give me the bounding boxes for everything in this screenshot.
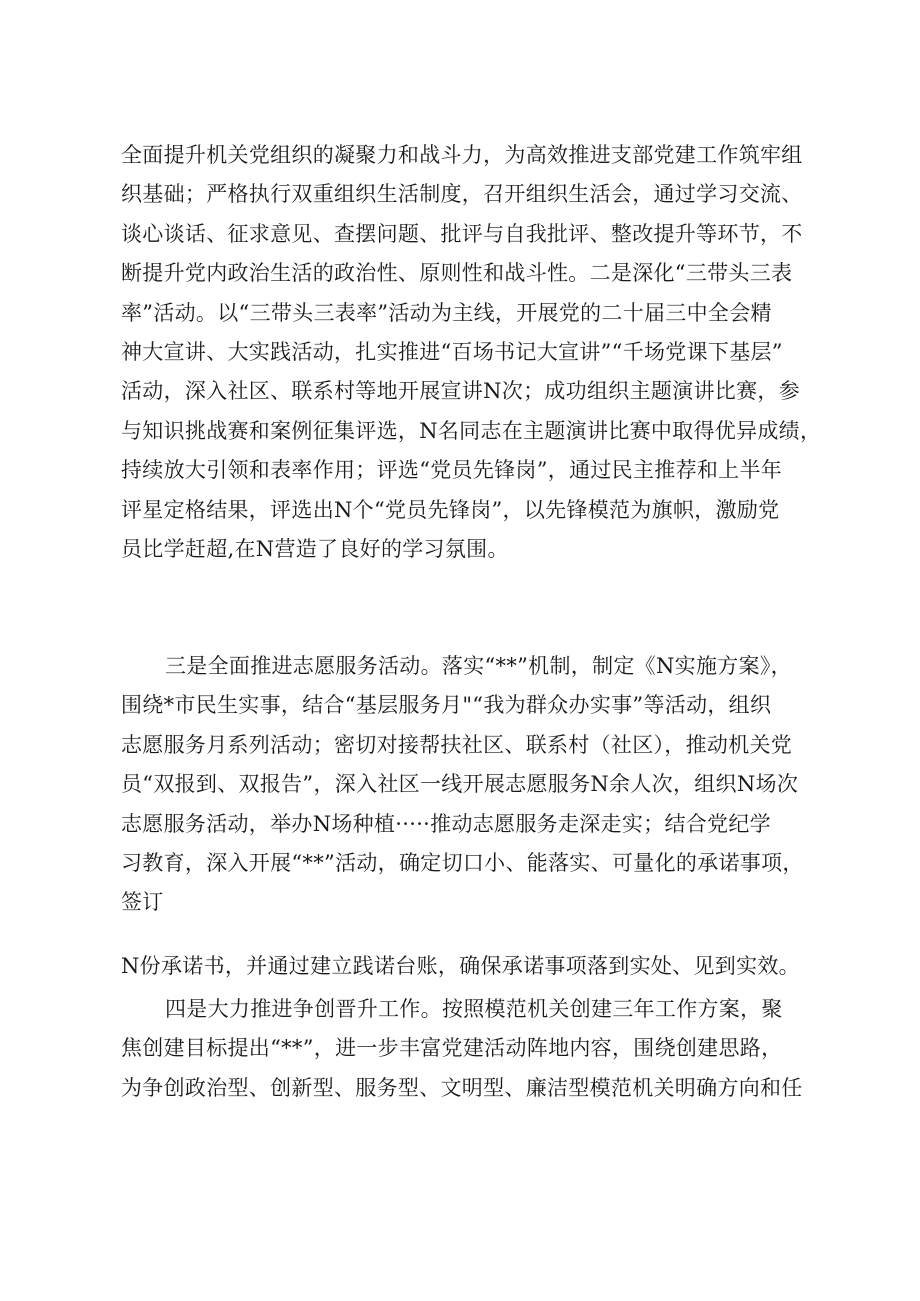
paragraph-model-agency	[121, 990, 821, 1108]
text-line: 与知识挑战赛和案例征集评选，N名同志在主题演讲比赛中取得优异成绩，	[121, 418, 822, 443]
text-line: 为争创政治型、创新型、服务型、文明型、廉洁型模范机关明确方向和任	[121, 1075, 803, 1100]
paragraph-volunteer-service	[121, 647, 821, 923]
text-line: 持续放大引领和表率作用；评选“党员先锋岗”，通过民主推荐和上半年	[121, 458, 783, 483]
text-line: 全面提升机关党组织的凝聚力和战斗力，为高效推进支部党建工作筑牢组	[121, 143, 803, 167]
text-line: 三是全面推进志愿服务活动。落实“**”机制，制定《N实施方案》，	[165, 654, 792, 678]
paragraph-party-organization	[121, 136, 821, 569]
text-line: N份承诺书，并通过建立践诺台账，确保承诺事项落到实处、见到实效。	[121, 954, 800, 978]
paragraph-volunteer-tail	[121, 947, 821, 986]
text-line: 四是大力推进争创晋升工作。按照模范机关创建三年工作方案，聚	[165, 997, 783, 1021]
text-line: 员比学赶超,在N营造了良好的学习氛围。	[121, 536, 509, 561]
text-line: 习教育，深入开展“**”活动，确定切口小、能落实、可量化的承诺事项，	[121, 850, 804, 875]
text-line: 志愿服务活动，举办N场种植·····推动志愿服务走深走实；结合党纪学	[121, 811, 771, 836]
text-line: 活动，深入社区、联系村等地开展宣讲N次；成功组织主题演讲比赛，参	[121, 379, 800, 404]
text-line: 围绕*市民生实事，结合“基层服务月"“我为群众办实事”等活动，组织	[121, 693, 772, 718]
text-line: 志愿服务月系列活动；密切对接帮扶社区、联系村（社区），推动机关党	[121, 732, 793, 757]
text-line: 签订	[121, 890, 164, 915]
text-line: 率”活动。以“三带头三表率”活动为主线，开展党的二十届三中全会精	[121, 300, 772, 325]
text-line: 织基础；严格执行双重组织生活制度，召开组织生活会，通过学习交流、	[121, 182, 803, 207]
text-line: 谈心谈话、征求意见、查摆问题、批评与自我批评、整改提升等环节，不	[121, 221, 803, 246]
text-line: 神大宣讲、大实践活动，扎实推进“百场书记大宣讲”“千场党课下基层”	[121, 339, 783, 364]
text-line: 断提升党内政治生活的政治性、原则性和战斗性。二是深化“三带头三表	[121, 261, 793, 286]
text-line: 评星定格结果，评选出N个“党员先锋岗”，以先锋模范为旗帜，激励党	[121, 497, 780, 522]
text-line: 焦创建目标提出“**”，进一步丰富党建活动阵地内容，围绕创建思路，	[121, 1036, 783, 1061]
text-line: 员“双报到、双报告”，深入社区一线开展志愿服务N余人次，组织N场次	[121, 772, 799, 797]
